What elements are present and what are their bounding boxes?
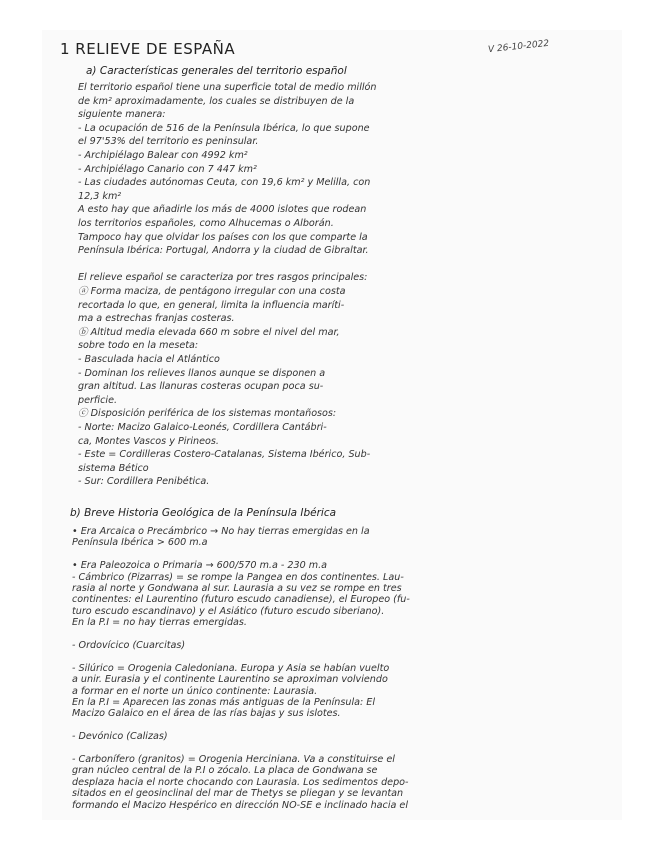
section-a-line: - Basculada hacia el Atlántico — [78, 354, 220, 365]
section-a-line: Península Ibérica: Portugal, Andorra y la ciudad de Gibraltar. — [78, 245, 369, 257]
section-a-line: ⓑ Altitud media elevada 660 m sobre el nivel del mar, — [78, 326, 340, 338]
section-b-line: formando el Macizo Hespérico en dirección NO-SE e inclinado hacia el — [72, 799, 408, 811]
section-b-line: a unir. Eurasia y el continente Laurentino se aproximan volviendo — [72, 674, 388, 686]
section-a-line: - Las ciudades autónomas Ceuta, con 19,6 km² y Melilla, con — [78, 177, 371, 189]
section-b-line: rasia al norte y Gondwana al sur. Laurasia a su vez se rompe en tres — [72, 583, 402, 594]
section-a-line: ⓐ Forma maciza, de pentágono irregular con una costa — [78, 286, 346, 297]
section-b-line: - Ordovícico (Cuarcitas) — [72, 640, 186, 651]
page-date: V 26-10-2022 — [487, 38, 550, 56]
section-b-line: turo escudo escandinavo) y el Asiático (futuro escudo siberiano). — [72, 605, 385, 617]
section-a-line: - Sur: Cordillera Penibética. — [78, 476, 210, 488]
section-b-line: desplaza hacia el norte chocando con Laurasia. Los sedimentos depo- — [72, 776, 409, 788]
section-a-line: - Archipiélago Canario con 7 447 km² — [78, 163, 257, 175]
section-a-line: el 97'53% del territorio es peninsular. — [78, 136, 259, 148]
section-b-line: a formar en el norte un único continente: Laurasia. — [72, 685, 318, 697]
section-a-heading: a) Características generales del territorio español — [86, 65, 347, 77]
section-b-line: Macizo Galaico en el área de las rías bajas y sus islotes. — [72, 708, 341, 720]
section-b-heading: b) Breve Historia Geológica de la Península Ibérica — [70, 507, 337, 519]
section-b-line: - Cámbrico (Pizarras) = se rompe la Pangea en dos continentes. Lau- — [72, 571, 404, 583]
section-a-line: sistema Bético — [78, 462, 149, 474]
section-b-line: En la P.I = no hay tierras emergidas. — [72, 617, 247, 629]
section-a-line: - La ocupación de 516 de la Península Ibérica, lo que supone — [78, 122, 370, 134]
notebook-page — [42, 30, 622, 820]
section-a-line: ma a estrechas franjas costeras. — [78, 313, 235, 325]
section-a-line: El territorio español tiene una superficie total de medio millón — [78, 82, 377, 93]
section-a-line: A esto hay que añadirle los más de 4000 islotes que rodean — [78, 204, 367, 216]
section-b-line: continentes: el Laurentino (futuro escudo canadiense), el Europeo (fu- — [72, 594, 410, 606]
section-a-line: - Archipiélago Balear con 4992 km² — [78, 150, 248, 161]
section-b-line: - Devónico (Calizas) — [72, 731, 168, 743]
section-b-line: • Era Arcaica o Precámbrico → No hay tierras emergidas en la — [72, 526, 370, 537]
section-b-line: sitados en el geosinclinal del mar de Thetys se pliegan y se levantan — [72, 788, 404, 800]
section-b-line: gran núcleo central de la P.I o zócalo. La placa de Gondwana se — [72, 765, 378, 777]
section-b-line: - Silúrico = Orogenia Caledoniana. Europa y Asia se habían vuelto — [72, 662, 390, 674]
section-b-line: En la P.I = Aparecen las zonas más antiguas de la Península: El — [72, 697, 375, 708]
section-a-line: Tampoco hay que olvidar los países con los que comparte la — [78, 231, 368, 243]
section-a-line: gran altitud. Las llanuras costeras ocupan poca su- — [78, 381, 324, 393]
section-b-line: Península Ibérica > 600 m.a — [72, 537, 208, 549]
page-title: 1 RELIEVE DE ESPAÑA — [60, 40, 236, 58]
section-a-line: sobre todo en la meseta: — [78, 340, 199, 352]
section-b-line: • Era Paleozoica o Primaria → 600/570 m.a - 230 m.a — [72, 560, 328, 572]
section-a-line: 12,3 km² — [78, 190, 122, 202]
section-a-line: perficie. — [78, 394, 118, 406]
section-a-line: ca, Montes Vascos y Pirineos. — [78, 435, 219, 447]
section-a-line: - Dominan los relieves llanos aunque se disponen a — [78, 367, 326, 379]
section-a-line: recortada lo que, en general, limita la influencia maríti- — [78, 299, 345, 311]
section-a-line: - Este = Cordilleras Costero-Catalanas, Sistema Ibérico, Sub- — [78, 449, 371, 461]
section-a-line: los territorios españoles, como Alhucemas o Alborán. — [78, 218, 334, 229]
section-a-line: de km² aproximadamente, los cuales se distribuyen de la — [78, 95, 355, 107]
section-a-line: siguiente manera: — [78, 109, 166, 121]
section-a-line: El relieve español se caracteriza por tres rasgos principales: — [78, 272, 368, 284]
section-a-line: ⓒ Disposición periférica de los sistemas montañosos: — [78, 408, 337, 420]
section-b-line: - Carbonífero (granitos) = Orogenia Herciniana. Va a constituirse el — [72, 754, 395, 765]
section-a-line: - Norte: Macizo Galaico-Leonés, Cordillera Cantábri- — [78, 422, 327, 433]
